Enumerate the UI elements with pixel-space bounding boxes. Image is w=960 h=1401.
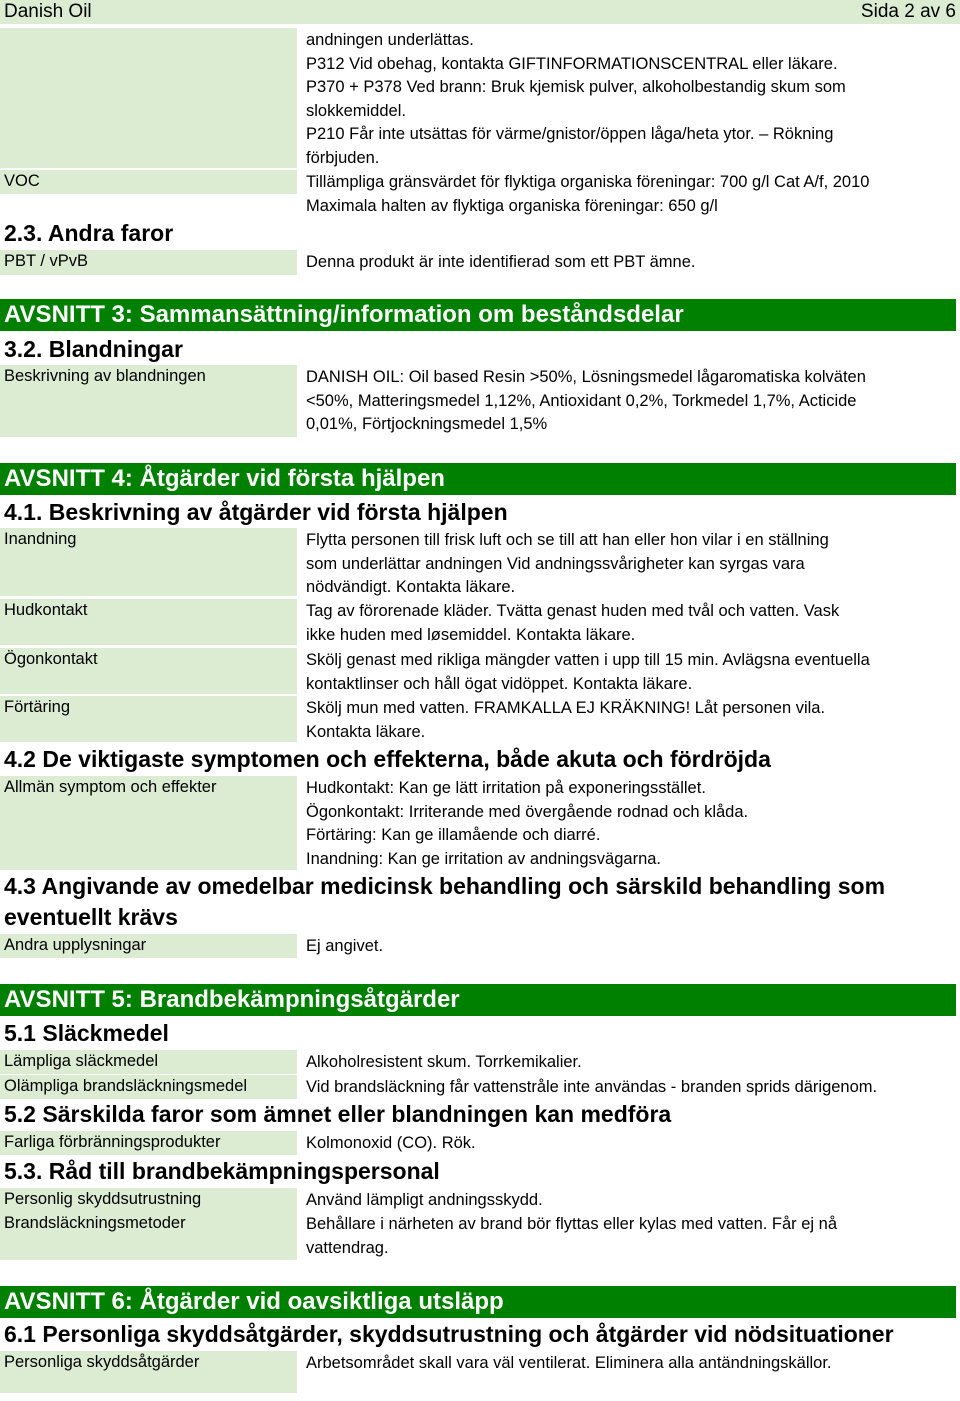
inhalation-text (306, 529, 926, 600)
protective-equipment-label: Personlig skyddsutrustning (0, 1188, 297, 1212)
firefighting-methods-row (0, 1212, 960, 1260)
text-line: Vid brandsläckning får vattenstråle inte användas - branden sprids därigenom. (306, 1078, 878, 1096)
eye-contact-text (306, 649, 926, 696)
text-line: Behållare i närheten av brand bör flyttas eller kylas med vatten. Får ej nå (306, 1215, 838, 1233)
subsection-heading: 4.2 De viktigaste symptomen och effekterna, både akuta och fördröjda (4, 746, 771, 772)
personal-precautions-text (306, 1352, 926, 1376)
voc-text (306, 171, 926, 218)
symptoms-row (0, 776, 960, 870)
combustion-products-row (0, 1131, 960, 1155)
subsection-heading: 5.1 Släckmedel (4, 1020, 169, 1046)
unsuitable-media-row (0, 1075, 960, 1099)
unsuitable-media-text (306, 1076, 926, 1100)
text-line: Kontakta läkare. (306, 722, 426, 741)
text-line: Använd lämpligt andningsskydd. (306, 1191, 543, 1209)
pbt-row (0, 250, 960, 276)
text-line: Arbetsområdet skall vara väl ventilerat. Eliminera alla antändningskällor. (306, 1354, 832, 1372)
eye-contact-row (0, 648, 960, 694)
protective-equipment-text (306, 1189, 926, 1213)
subsection-heading: 2.3. Andra faror (4, 220, 174, 246)
page-number: Sida 2 av 6 (860, 1, 956, 22)
unsuitable-media-label: Olämpliga brandsläckningsmedel (0, 1075, 297, 1099)
subsection-heading: 4.3 Angivande av omedelbar medicinsk behandling och särskild behandling som (4, 873, 886, 899)
company-name: Danish Oil (4, 1, 92, 22)
other-info-row (0, 934, 960, 958)
section-4-heading: AVSNITT 4: Åtgärder vid första hjälpen (0, 463, 956, 495)
text-line: Skölj genast med rikliga mängder vatten i upp till 15 min. Avlägsna eventuella (306, 651, 870, 669)
text-line: Tillämpliga gränsvärdet för flyktiga organiska föreningar: 700 g/l Cat A/f, 2010 (306, 173, 870, 191)
personal-precautions-row (0, 1351, 960, 1393)
voc-row (0, 170, 960, 218)
text-line: vattendrag. (306, 1238, 389, 1257)
subsection-heading: 3.2. Blandningar (4, 336, 183, 362)
subsection-heading: 5.2 Särskilda faror som ämnet eller blandningen kan medföra (4, 1101, 672, 1127)
symptoms-label: Allmän symptom och effekter (0, 776, 297, 870)
inhalation-label: Inandning (0, 528, 297, 596)
text-line: ikke huden med løsemiddel. Kontakta läkare. (306, 625, 636, 644)
text-line: andningen underlättas. (306, 31, 474, 49)
text-line: Tag av förorenade kläder. Tvätta genast huden med tvål och vatten. Vask (306, 602, 840, 620)
subsection-heading: 6.1 Personliga skyddsåtgärder, skyddsutrustning och åtgärder vid nödsituationer (4, 1321, 894, 1347)
subsection-heading: 4.1. Beskrivning av åtgärder vid första hjälpen (4, 499, 508, 525)
section-5-heading: AVSNITT 5: Brandbekämpningsåtgärder (0, 984, 956, 1016)
text-line: Alkoholresistent skum. Torrkemikalier. (306, 1053, 582, 1071)
text-line: Kolmonoxid (CO). Rök. (306, 1134, 476, 1152)
text-line: Maximala halten av flyktiga organiska föreningar: 650 g/l (306, 196, 718, 215)
symptoms-text (306, 777, 926, 871)
text-line: Förtäring: Kan ge illamående och diarré. (306, 826, 601, 844)
ingestion-text (306, 697, 926, 744)
text-line: P312 Vid obehag, kontakta GIFTINFORMATIONSCENTRAL eller läkare. (306, 54, 838, 73)
text-line: Inandning: Kan ge irritation av andningsvägarna. (306, 849, 661, 868)
mixture-row (0, 365, 960, 437)
continuation-row (0, 28, 960, 168)
text-line: slokkemiddel. (306, 101, 406, 120)
pbt-label: PBT / vPvB (0, 250, 297, 275)
text-line: P210 Får inte utsättas för värme/gnistor/öppen låga/heta ytor. – Rökning (306, 125, 834, 143)
text-line: DANISH OIL: Oil based Resin >50%, Lösningsmedel lågaromatiska kolväten (306, 368, 866, 386)
combustion-products-label: Farliga förbränningsprodukter (0, 1131, 297, 1155)
mixture-text (306, 366, 926, 437)
skin-contact-row (0, 599, 960, 645)
eye-contact-label: Ögonkontakt (0, 648, 297, 694)
inhalation-row (0, 528, 960, 596)
other-info-label: Andra upplysningar (0, 934, 297, 958)
protective-equipment-row (0, 1188, 960, 1212)
combustion-products-text (306, 1132, 926, 1156)
text-line: P370 + P378 Ved brann: Bruk kjemisk pulver, alkoholbestandig skum som (306, 78, 846, 96)
continuation-text (306, 29, 926, 170)
text-line: nödvändigt. Kontakta läkare. (306, 578, 516, 596)
text-line: <50%, Matteringsmedel 1,12%, Antioxidant 0,2%, Torkmedel 1,7%, Acticide (306, 391, 857, 410)
continuation-label-cell (0, 28, 297, 168)
other-info-text (306, 935, 926, 959)
text-line: förbjuden. (306, 148, 380, 167)
mixture-label: Beskrivning av blandningen (0, 365, 297, 437)
pbt-text (306, 251, 926, 275)
text-line: som underlättar andningen Vid andningssvårigheter kan syrgas vara (306, 554, 805, 573)
text-line: 0,01%, Förtjockningsmedel 1,5% (306, 415, 548, 433)
suitable-media-row (0, 1050, 960, 1074)
firefighting-methods-text (306, 1213, 926, 1260)
suitable-media-label: Lämpliga släckmedel (0, 1050, 297, 1074)
text-line: kontaktlinser och håll ögat vidöppet. Kontakta läkare. (306, 674, 693, 693)
subsection-heading-continued: eventuellt krävs (4, 904, 178, 930)
ingestion-label: Förtäring (0, 696, 297, 742)
text-line: Ögonkontakt: Irriterande med övergående rodnad och klåda. (306, 802, 749, 821)
text-line: Flytta personen till frisk luft och se till att han eller hon vilar i en ställning (306, 531, 829, 549)
text-line: Ej angivet. (306, 937, 384, 955)
ingestion-row (0, 696, 960, 742)
suitable-media-text (306, 1051, 926, 1075)
skin-contact-text (306, 600, 926, 647)
skin-contact-label: Hudkontakt (0, 599, 297, 645)
page-header (0, 0, 960, 24)
subsection-heading: 5.3. Råd till brandbekämpningspersonal (4, 1158, 440, 1184)
voc-label: VOC (0, 170, 297, 194)
text-line: Hudkontakt: Kan ge lätt irritation på exponeringsstället. (306, 779, 706, 797)
text-line: Denna produkt är inte identifierad som ett PBT ämne. (306, 253, 696, 271)
section-3-heading: AVSNITT 3: Sammansättning/information om beståndsdelar (0, 299, 956, 331)
text-line: Skölj mun med vatten. FRAMKALLA EJ KRÄKNING! Låt personen vila. (306, 699, 826, 717)
personal-precautions-label: Personliga skyddsåtgärder (0, 1351, 297, 1393)
firefighting-methods-label: Brandsläckningsmetoder (0, 1212, 297, 1260)
section-6-heading: AVSNITT 6: Åtgärder vid oavsiktliga utsläpp (0, 1286, 956, 1318)
